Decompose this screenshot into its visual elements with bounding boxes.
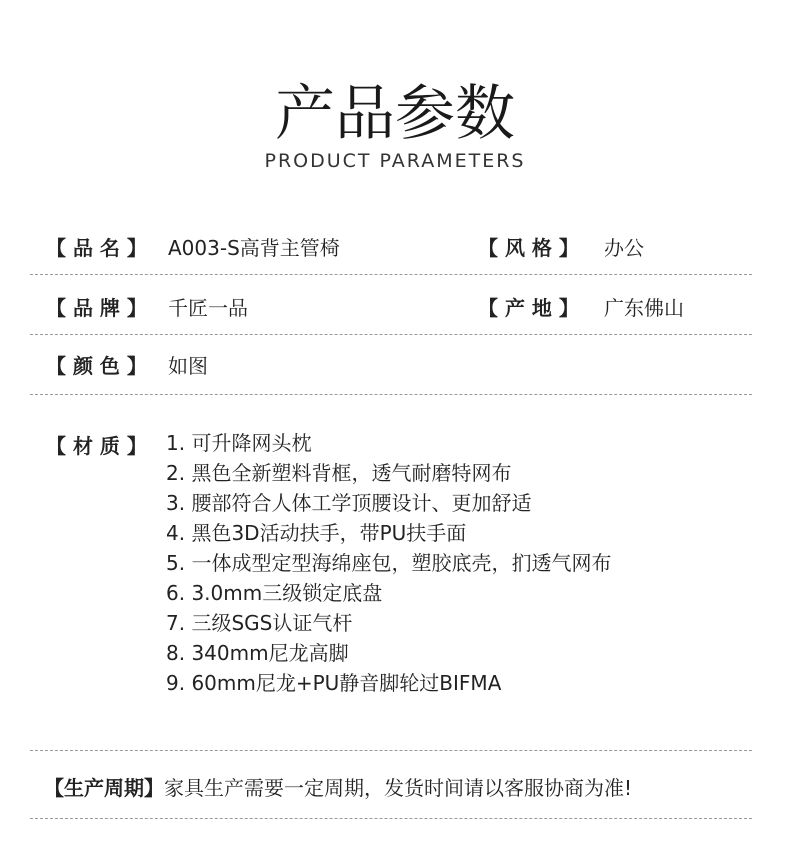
origin-value: 广东佛山	[604, 296, 684, 320]
page-subtitle: PRODUCT PARAMETERS	[264, 150, 526, 172]
list-item: 3. 腰部符合人体工学顶腰设计、更加舒适	[166, 491, 532, 515]
production-cycle-label: 【生产周期】	[44, 776, 164, 800]
list-item: 7. 三级SGS认证气杆	[166, 611, 353, 635]
list-item: 9. 60mm尼龙+PU静音脚轮过BIFMA	[166, 671, 502, 695]
style-label: 【 风 格 】	[478, 236, 579, 260]
divider	[30, 750, 752, 751]
page-title: 产品参数	[275, 79, 515, 149]
production-cycle-text: 家具生产需要一定周期，发货时间请以客服协商为准!	[164, 776, 633, 800]
list-item: 5. 一体成型定型海绵座包，塑胶底壳，扪透气网布	[166, 551, 612, 575]
param-row-brand-origin	[30, 274, 752, 335]
brand-label: 【 品 牌 】	[46, 296, 147, 320]
param-row-color	[30, 334, 752, 395]
materials-list	[166, 428, 611, 698]
list-item: 6. 3.0mm三级锁定底盘	[166, 581, 383, 605]
list-item: 1. 可升降网头枕	[166, 431, 312, 455]
color-label: 【 颜 色 】	[46, 354, 147, 378]
list-item: 4. 黑色3D活动扶手，带PU扶手面	[166, 521, 467, 545]
name-label: 【 品 名 】	[46, 236, 147, 260]
name-value: A003-S高背主管椅	[168, 236, 340, 260]
divider	[30, 818, 752, 819]
origin-label: 【 产 地 】	[478, 296, 579, 320]
materials-label: 【 材 质 】	[46, 434, 147, 458]
param-row-name-style	[30, 214, 752, 275]
production-cycle-note	[44, 772, 632, 801]
brand-value: 千匠一品	[168, 296, 248, 320]
color-value: 如图	[168, 354, 208, 378]
list-item: 2. 黑色全新塑料背框，透气耐磨特网布	[166, 461, 512, 485]
style-value: 办公	[604, 236, 644, 260]
list-item: 8. 340mm尼龙高脚	[166, 641, 349, 665]
